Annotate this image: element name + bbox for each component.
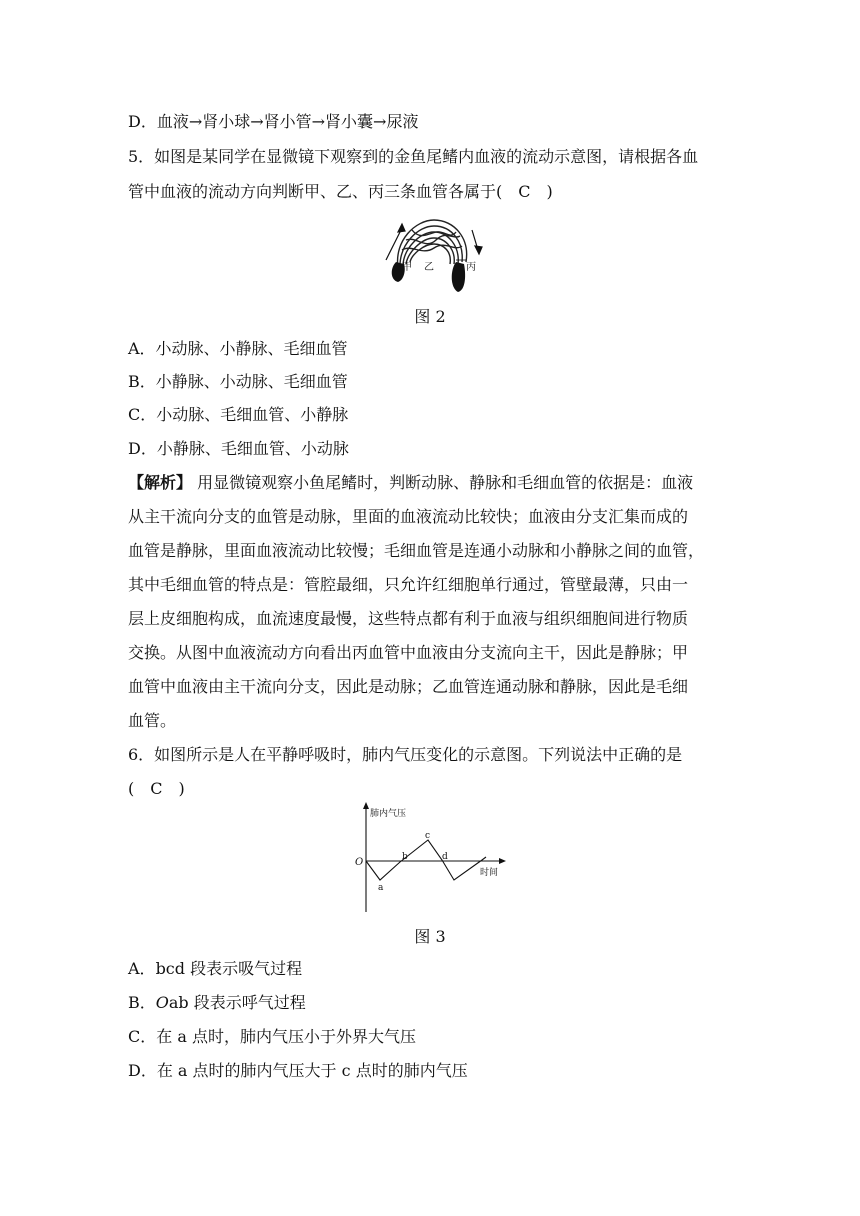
q6-option-b: B．Oab 段表示呼气过程: [128, 993, 306, 1012]
q6-option-c: C．在 a 点时，肺内气压小于外界大气压: [128, 1027, 416, 1046]
q5-stem-line2: 管中血液的流动方向判断甲、乙、丙三条血管各属于( C ): [128, 182, 553, 201]
q5-analysis: [128, 466, 734, 738]
figure-3-caption: 图 3: [414, 927, 446, 946]
q5-option-d: D．小静脉、毛细血管、小动脉: [128, 439, 349, 458]
lung-pressure-figure: [350, 800, 520, 918]
analysis-line-2: 从主干流向分支的血管是动脉，里面的血液流动比较快；血液由分支汇集而成的: [128, 507, 689, 526]
point-d-label: d: [442, 852, 448, 862]
point-b-label: b: [402, 852, 408, 862]
origin-label: O: [355, 857, 364, 868]
q6-stem-line1: 6．如图所示是人在平静呼吸时，肺内气压变化的示意图。下列说法中正确的是: [128, 745, 683, 764]
label-bing: 丙: [466, 262, 476, 273]
analysis-line-4: 其中毛细血管的特点是：管腔最细，只允许红细胞单行通过，管壁最薄，只由一: [128, 575, 689, 594]
label-jia: 甲: [402, 262, 412, 273]
analysis-line-3: 血管是静脉，里面血液流动比较慢；毛细血管是连通小动脉和小静脉之间的血管，: [128, 541, 705, 560]
q4-option-d: D．血液→肾小球→肾小管→肾小囊→尿液: [128, 112, 419, 131]
analysis-line-7: 血管中血液由主干流向分支，因此是动脉；乙血管连通动脉和静脉，因此是毛细: [128, 677, 689, 696]
q6-option-d: D．在 a 点时的肺内气压大于 c 点时的肺内气压: [128, 1061, 468, 1080]
q5-option-a: A．小动脉、小静脉、毛细血管: [128, 339, 348, 358]
analysis-line-5: 层上皮细胞构成，血流速度最慢，这些特点都有利于血液与组织细胞间进行物质: [128, 609, 689, 628]
point-c-label: c: [425, 831, 431, 841]
label-yi: 乙: [424, 262, 434, 273]
y-axis-label: 肺内气压: [370, 809, 407, 819]
q5-option-c: C．小动脉、毛细血管、小静脉: [128, 405, 349, 424]
q5-stem-line1: 5．如图是某同学在显微镜下观察到的金鱼尾鳍内血液的流动示意图，请根据各血: [128, 147, 699, 166]
x-axis-label: 时间: [480, 868, 499, 878]
analysis-label: 【解析】: [128, 473, 193, 492]
analysis-line-1: 【解析】 用显微镜观察小鱼尾鳍时，判断动脉、静脉和毛细血管的依据是：血液: [128, 473, 694, 492]
q6-stem-line2: ( C ): [128, 779, 185, 798]
q6-option-a: A．bcd 段表示吸气过程: [128, 959, 303, 978]
figure-2-caption: 图 2: [414, 307, 446, 326]
analysis-line-6: 交换。从图中血液流动方向看出丙血管中血液由分支流向主干，因此是静脉；甲: [128, 643, 689, 662]
point-a-label: a: [378, 883, 384, 893]
analysis-line-8: 血管。: [128, 711, 177, 730]
q5-option-b: B．小静脉、小动脉、毛细血管: [128, 372, 348, 391]
blood-flow-figure: [376, 210, 486, 296]
